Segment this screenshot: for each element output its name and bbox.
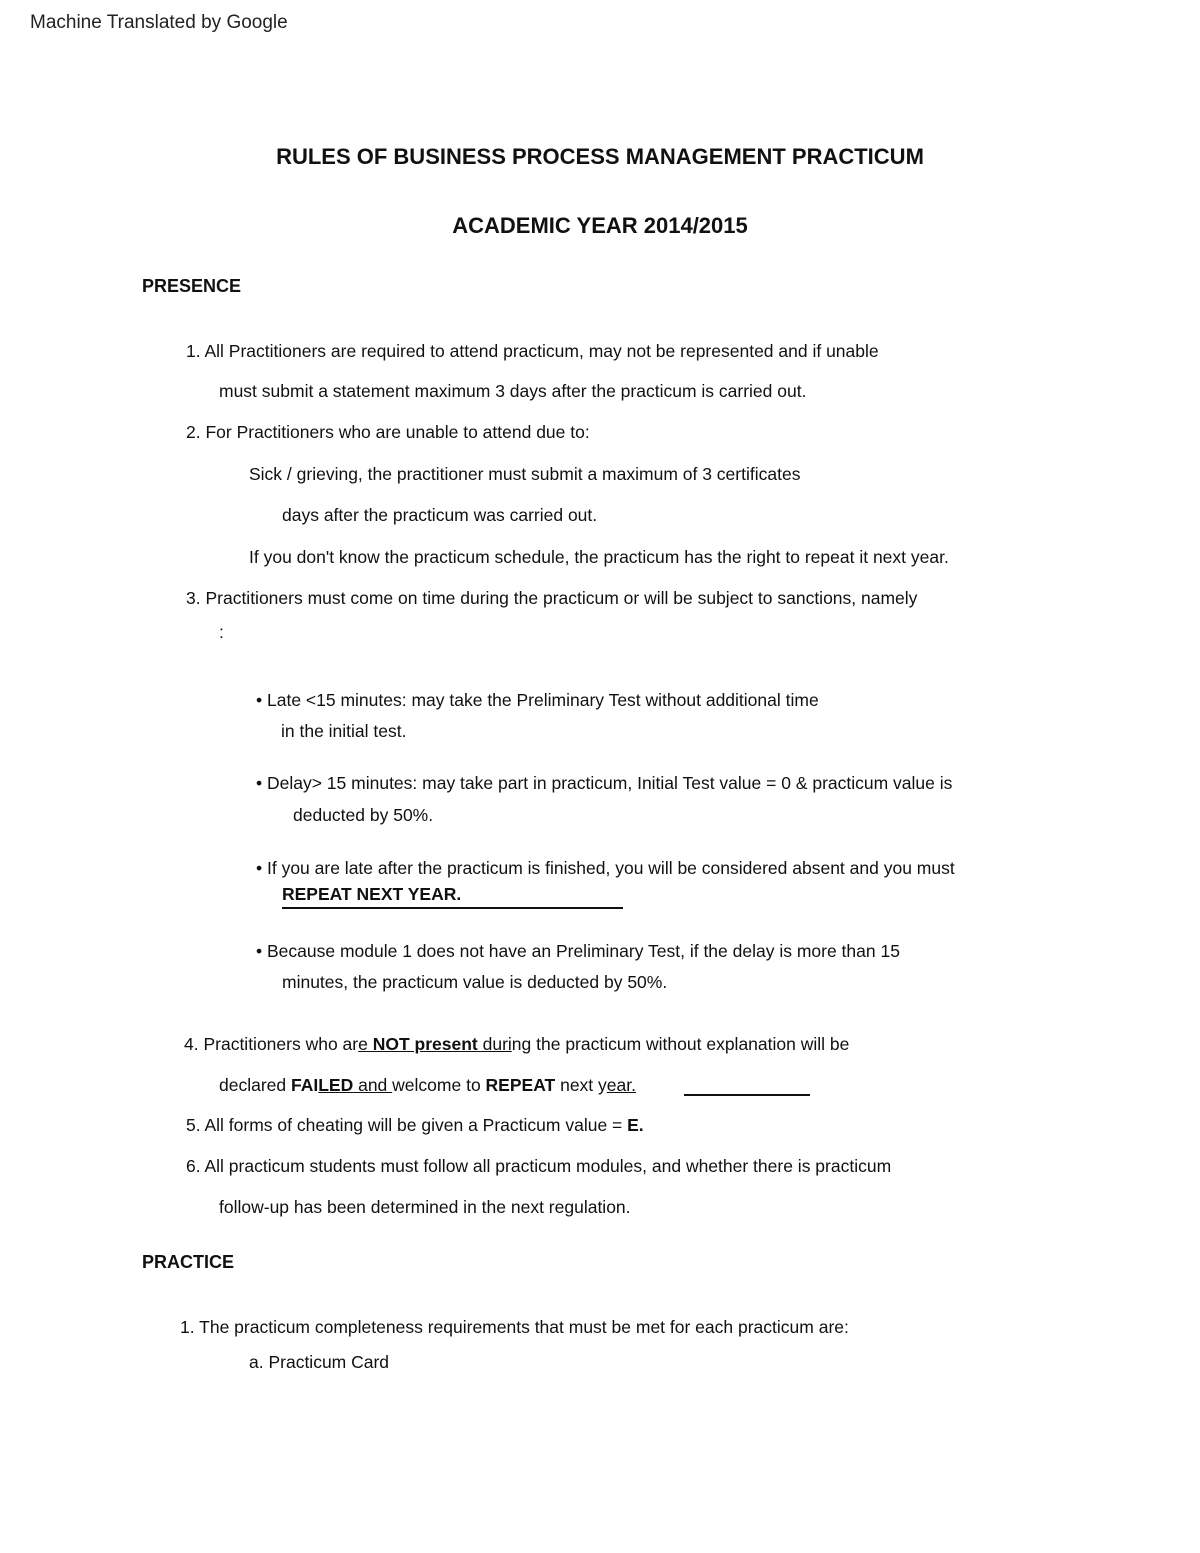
repeat-emphasis: REPEAT (485, 1075, 556, 1095)
presence-item-3-line-1: 3. Practitioners must come on time during the practicum or will be subject to sanctions, namely (186, 588, 918, 608)
translation-banner: Machine Translated by Google (30, 12, 288, 33)
item-4-trailing-underline (684, 1094, 810, 1096)
presence-item-6-line-1: 6. All practicum students must follow all practicum modules, and whether there is practicum (186, 1156, 892, 1176)
item-4-text-a: 4. Practitioners who ar (184, 1034, 359, 1054)
presence-item-6-line-2: follow-up has been determined in the next regulation. (219, 1197, 631, 1217)
sanction-bullet-4-line-1: • Because module 1 does not have an Preliminary Test, if the delay is more than 15 (256, 941, 900, 961)
repeat-next-year-underline (282, 907, 623, 909)
sanction-bullet-4-line-2: minutes, the practicum value is deducted by 50%. (282, 972, 668, 992)
sanction-bullet-2-line-2: deducted by 50%. (293, 805, 434, 825)
failed-emphasis-start: FAI (291, 1075, 319, 1095)
presence-item-2-sick-line-1: Sick / grieving, the practitioner must submit a maximum of 3 certificates (249, 464, 801, 484)
presence-item-3-line-2: : (219, 622, 224, 642)
presence-item-1-line-2: must submit a statement maximum 3 days after the practicum is carried out. (219, 381, 807, 401)
item-4-declared: declared (219, 1075, 291, 1095)
repeat-next-year-emphasis: REPEAT NEXT YEAR. (282, 884, 462, 904)
item-4-welcome: welcome to (392, 1075, 486, 1095)
practice-heading: PRACTICE (142, 1252, 235, 1272)
sanction-bullet-2-line-1: • Delay> 15 minutes: may take part in practicum, Initial Test value = 0 & practicum value is (256, 773, 953, 793)
item-4-ear: ear. (606, 1075, 636, 1095)
item-5-text: 5. All forms of cheating will be given a Practicum value = (186, 1115, 628, 1135)
item-4-and: and (353, 1075, 393, 1095)
item-4-underlined-e: e (358, 1034, 373, 1054)
presence-heading: PRESENCE (142, 276, 242, 296)
presence-item-4-line-2 (219, 1075, 636, 1096)
not-present-emphasis: NOT present (372, 1034, 478, 1054)
item-4-next-y: next y (555, 1075, 607, 1095)
presence-item-2-line-1: 2. For Practitioners who are unable to attend due to: (186, 422, 590, 442)
practice-item-1: 1. The practicum completeness requirements that must be met for each practicum are: (180, 1317, 849, 1337)
presence-item-5 (186, 1115, 644, 1136)
practice-sub-item-a: a. Practicum Card (249, 1352, 390, 1372)
value-e-emphasis: E. (627, 1115, 644, 1135)
presence-item-2-schedule-line: If you don't know the practicum schedule, the practicum has the right to repeat it next year. (249, 547, 949, 567)
academic-year-subtitle: ACADEMIC YEAR 2014/2015 (452, 213, 748, 238)
item-4-underlined-duri: duri (477, 1034, 512, 1054)
failed-emphasis-end: LED (318, 1075, 354, 1095)
document-title: RULES OF BUSINESS PROCESS MANAGEMENT PRACTICUM (276, 144, 924, 169)
sanction-bullet-1-line-2: in the initial test. (281, 721, 407, 741)
sanction-bullet-1-line-1: • Late <15 minutes: may take the Preliminary Test without additional time (256, 690, 819, 710)
presence-item-1-line-1: 1. All Practitioners are required to attend practicum, may not be represented and if unable (186, 341, 879, 361)
item-4-text-e: ng the practicum without explanation will be (511, 1034, 850, 1054)
presence-item-2-sick-line-2: days after the practicum was carried out. (282, 505, 598, 525)
sanction-bullet-3-line-1: • If you are late after the practicum is finished, you will be considered absent and you must (256, 858, 955, 878)
presence-item-4-line-1 (184, 1034, 849, 1055)
